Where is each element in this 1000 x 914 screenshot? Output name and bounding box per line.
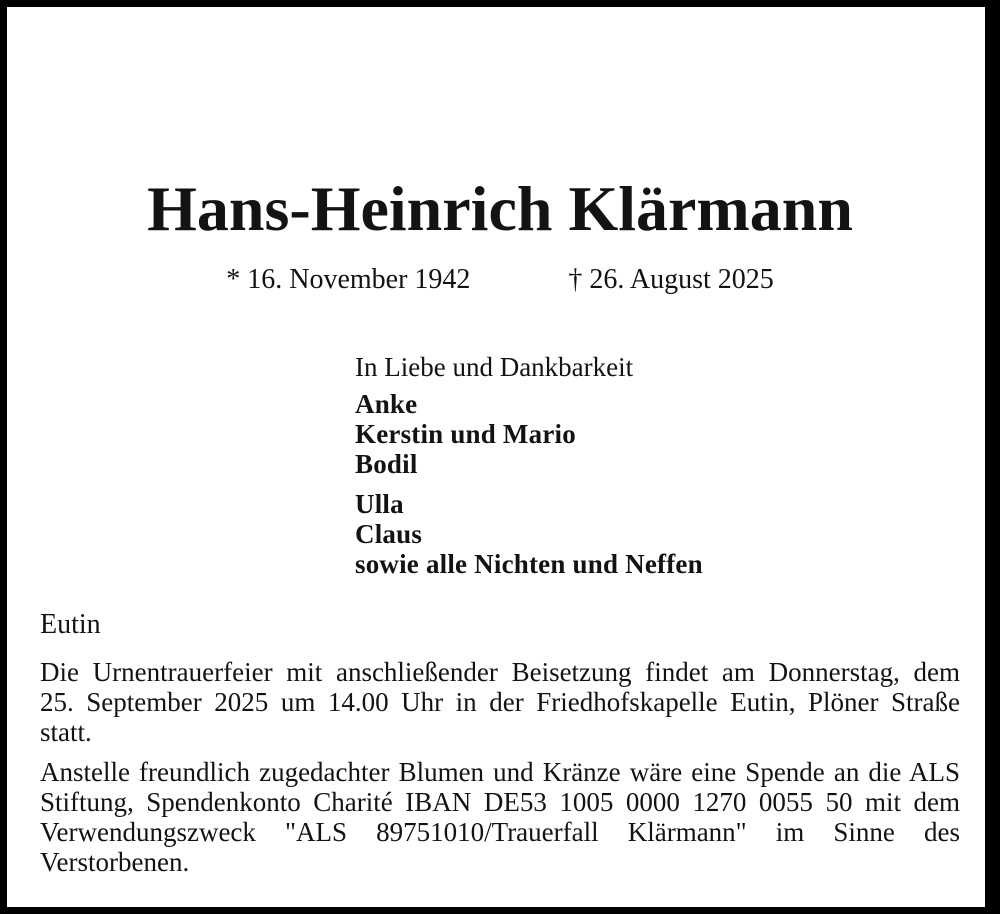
birth-date: * 16. November 1942 [226, 264, 471, 295]
mourner-line: sowie alle Nichten und Neffen [355, 549, 703, 579]
mourner-line: Bodil [355, 449, 418, 479]
condolence-intro: In Liebe und Dankbarkeit [355, 352, 634, 382]
life-dates-row [40, 264, 960, 296]
funeral-info-line: 25. September 2025 um 14.00 Uhr in der Friedhofskapelle Eutin, Plöner Straße [40, 687, 960, 717]
donation-info-line: Verstorbenen. [40, 847, 190, 877]
mourner-group-primary [355, 389, 960, 479]
donation-info-line: Anstelle freundlich zugedachter Blumen und Kränze wäre eine Spende an die ALS [40, 757, 960, 787]
mourner-line: Anke [355, 389, 418, 419]
funeral-info-paragraph [40, 657, 960, 747]
donation-info-paragraph [40, 757, 960, 877]
death-notice-page [7, 7, 985, 907]
mourner-line: Kerstin und Mario [355, 419, 576, 449]
deceased-name: Hans-Heinrich Klärmann [147, 173, 853, 244]
funeral-info-line: statt. [40, 717, 92, 747]
mourner-line: Ulla [355, 489, 404, 519]
death-date: † 26. August 2025 [568, 264, 774, 295]
funeral-info-line: Die Urnentrauerfeier mit anschließender Beisetzung findet am Donnerstag, dem [40, 657, 960, 687]
donation-info-line: Verwendungszweck "ALS 89751010/Trauerfall Klärmann" im Sinne des [40, 817, 960, 847]
mourners-block [355, 352, 960, 579]
city: Eutin [40, 609, 101, 640]
mourner-group-secondary [355, 489, 960, 579]
mourner-line: Claus [355, 519, 423, 549]
donation-info-line: Stiftung, Spendenkonto Charité IBAN DE53 1005 0000 1270 0055 50 mit dem [40, 787, 960, 817]
